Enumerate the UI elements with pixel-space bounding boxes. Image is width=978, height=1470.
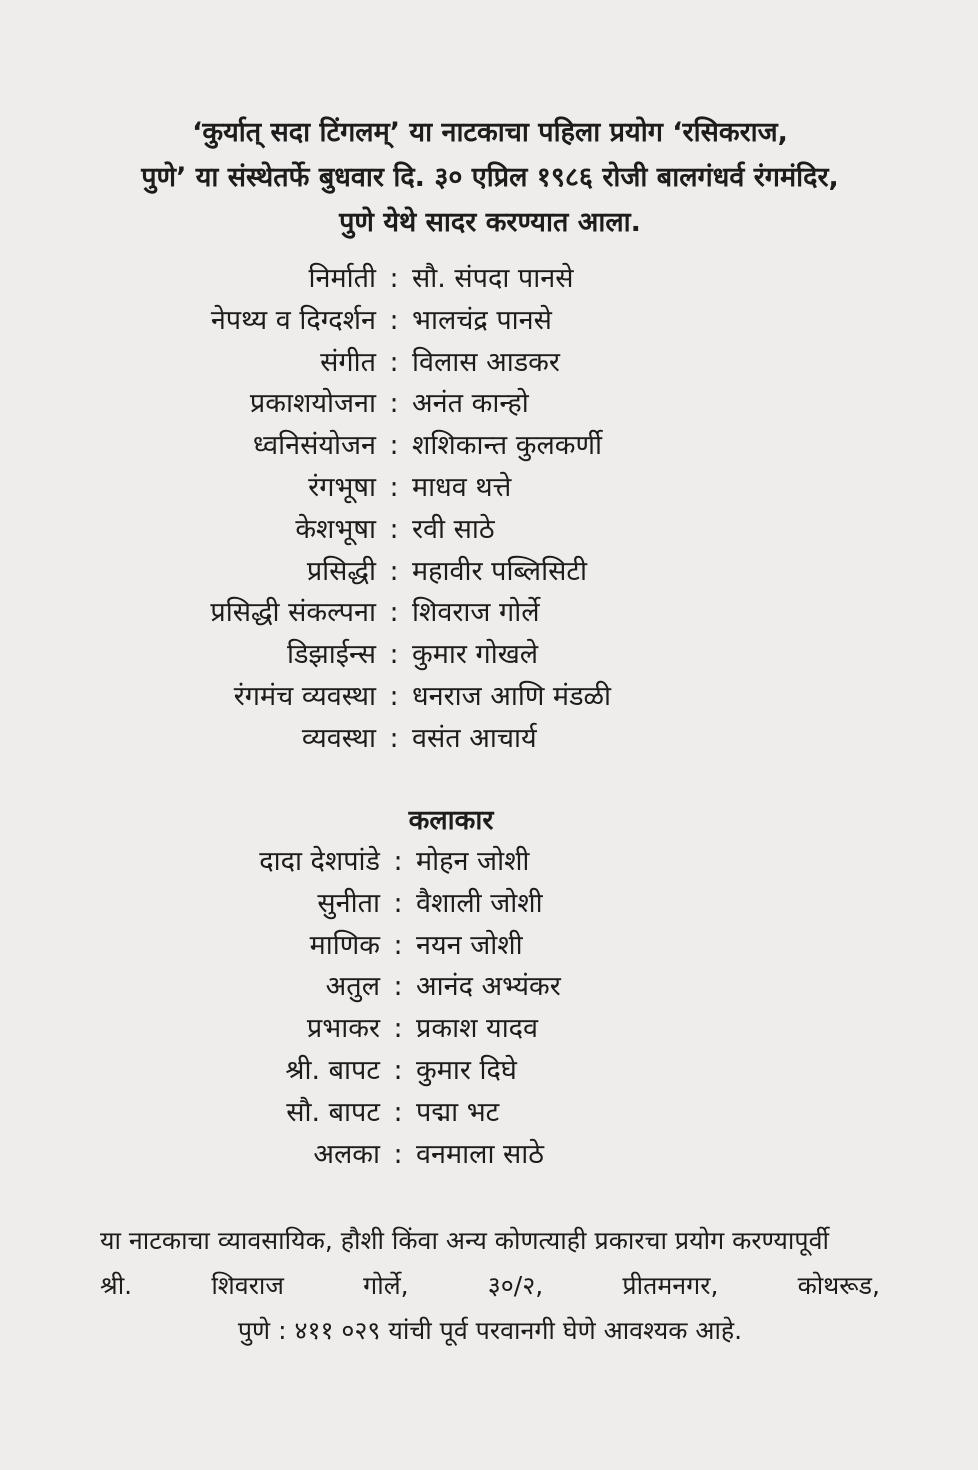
credit-row-role: नेपथ्य व दिग्दर्शन [210, 304, 376, 336]
credit-row-role: व्यवस्था [301, 722, 376, 754]
permission-note [100, 1218, 880, 1353]
cast-list [0, 841, 978, 1175]
cast-row [0, 1050, 978, 1092]
cast-row-role: सुनीता [317, 887, 380, 919]
colon-separator: : [389, 639, 399, 671]
credit-row-name: विलास आडकर [412, 346, 560, 378]
colon-separator: : [393, 846, 403, 877]
credit-row-role: रंगमंच व्यवस्था [233, 680, 376, 712]
credit-row-name: वसंत आचार्य [412, 722, 537, 754]
cast-heading: कलाकार [408, 805, 494, 836]
credit-row [0, 718, 978, 760]
credit-row [0, 258, 978, 300]
cast-row [0, 1092, 978, 1134]
credit-row-name: महावीर पब्लिसिटी [412, 555, 587, 587]
credit-row [0, 467, 978, 509]
cast-row-name: नयन जोशी [416, 929, 523, 961]
cast-row-name: कुमार दिघे [416, 1054, 517, 1086]
credit-row-name: धनराज आणि मंडळी [412, 680, 612, 712]
credit-row-name: अनंत कान्हो [412, 388, 529, 420]
credit-row-role: रंगभूषा [308, 471, 376, 503]
credit-row [0, 676, 978, 718]
colon-separator: : [389, 263, 399, 294]
cast-row-role: अलका [313, 1138, 380, 1170]
credit-row-name: शशिकान्त कुलकर्णी [412, 430, 603, 462]
cast-row [0, 1134, 978, 1176]
premiere-statement [90, 110, 890, 245]
colon-separator: : [393, 1096, 403, 1128]
permission-note-line-3: पुणे : ४११ ०२९ यांची पूर्व परवानगी घेणे आवश्यक आहे. [237, 1316, 743, 1345]
credit-row [0, 383, 978, 425]
cast-row [0, 841, 978, 883]
cast-row [0, 925, 978, 967]
colon-separator: : [393, 1013, 403, 1045]
colon-separator: : [389, 304, 399, 336]
colon-separator: : [393, 971, 403, 1003]
credit-row-role: प्रसिद्धी [306, 555, 376, 587]
credit-row [0, 342, 978, 384]
colon-separator: : [393, 1138, 403, 1170]
credit-row-name: शिवराज गोर्ले [412, 597, 540, 629]
cast-row-name: आनंद अभ्यंकर [416, 971, 561, 1003]
colon-separator: : [393, 887, 403, 919]
credit-row-name: सौ. संपदा पानसे [412, 263, 574, 294]
credit-row-role: प्रसिद्धी संकल्पना [210, 597, 376, 629]
credit-row [0, 551, 978, 593]
credit-row [0, 300, 978, 342]
premiere-line-1: ‘कुर्यात् सदा टिंगलम्’ या नाटकाचा पहिला प्रयोग ‘रसिकराज, [192, 117, 788, 148]
production-credits [0, 258, 978, 760]
cast-row [0, 883, 978, 925]
credit-row-name: रवी साठे [412, 513, 495, 545]
colon-separator: : [389, 597, 399, 629]
colon-separator: : [389, 430, 399, 462]
colon-separator: : [389, 722, 399, 754]
colon-separator: : [389, 555, 399, 587]
cast-row-name: वनमाला साठे [416, 1138, 544, 1170]
credit-row-role: प्रकाशयोजना [249, 388, 376, 420]
cast-row [0, 966, 978, 1008]
credit-row-name: माधव थत्ते [412, 471, 512, 503]
credit-row-role: केशभूषा [295, 513, 376, 545]
cast-row-role: प्रभाकर [306, 1013, 380, 1045]
credit-row-role: ध्वनिसंयोजन [252, 430, 376, 462]
permission-note-line-2: श्री. शिवराज गोर्ले, ३०/२, प्रीतमनगर, कोथरूड, [100, 1271, 880, 1300]
credit-row-role: डिझाईन्स [286, 639, 376, 671]
credit-row [0, 509, 978, 551]
credit-row-role: संगीत [320, 346, 376, 378]
cast-row-name: पद्मा भट [416, 1096, 500, 1128]
cast-row-name: प्रकाश यादव [416, 1013, 539, 1045]
premiere-line-3: पुणे येथे सादर करण्यात आला. [339, 207, 641, 238]
colon-separator: : [389, 346, 399, 378]
credit-row [0, 592, 978, 634]
colon-separator: : [393, 1054, 403, 1086]
credit-row-role: निर्माती [308, 263, 376, 294]
premiere-line-2: पुणे’ या संस्थेतर्फे बुधवार दि. ३० एप्रिल १९८६ रोजी बालगंधर्व रंगमंदिर, [141, 162, 839, 193]
cast-row-role: सौ. बापट [286, 1096, 380, 1128]
credit-row [0, 634, 978, 676]
cast-row-name: वैशाली जोशी [416, 887, 543, 919]
cast-row [0, 1008, 978, 1050]
credit-row-name: भालचंद्र पानसे [412, 304, 552, 336]
colon-separator: : [389, 513, 399, 545]
cast-row-role: श्री. बापट [285, 1054, 380, 1086]
colon-separator: : [389, 471, 399, 503]
credit-row [0, 425, 978, 467]
permission-note-line-1: या नाटकाचा व्यावसायिक, हौशी किंवा अन्य कोणत्याही प्रकारचा प्रयोग करण्यापूर्वी [100, 1226, 829, 1255]
cast-row-role: दादा देशपांडे [259, 846, 380, 877]
colon-separator: : [389, 680, 399, 712]
colon-separator: : [389, 388, 399, 420]
colon-separator: : [393, 929, 403, 961]
cast-row-role: माणिक [309, 929, 380, 961]
cast-row-name: मोहन जोशी [416, 846, 530, 877]
credit-row-name: कुमार गोखले [412, 639, 539, 671]
cast-row-role: अतुल [325, 971, 380, 1003]
